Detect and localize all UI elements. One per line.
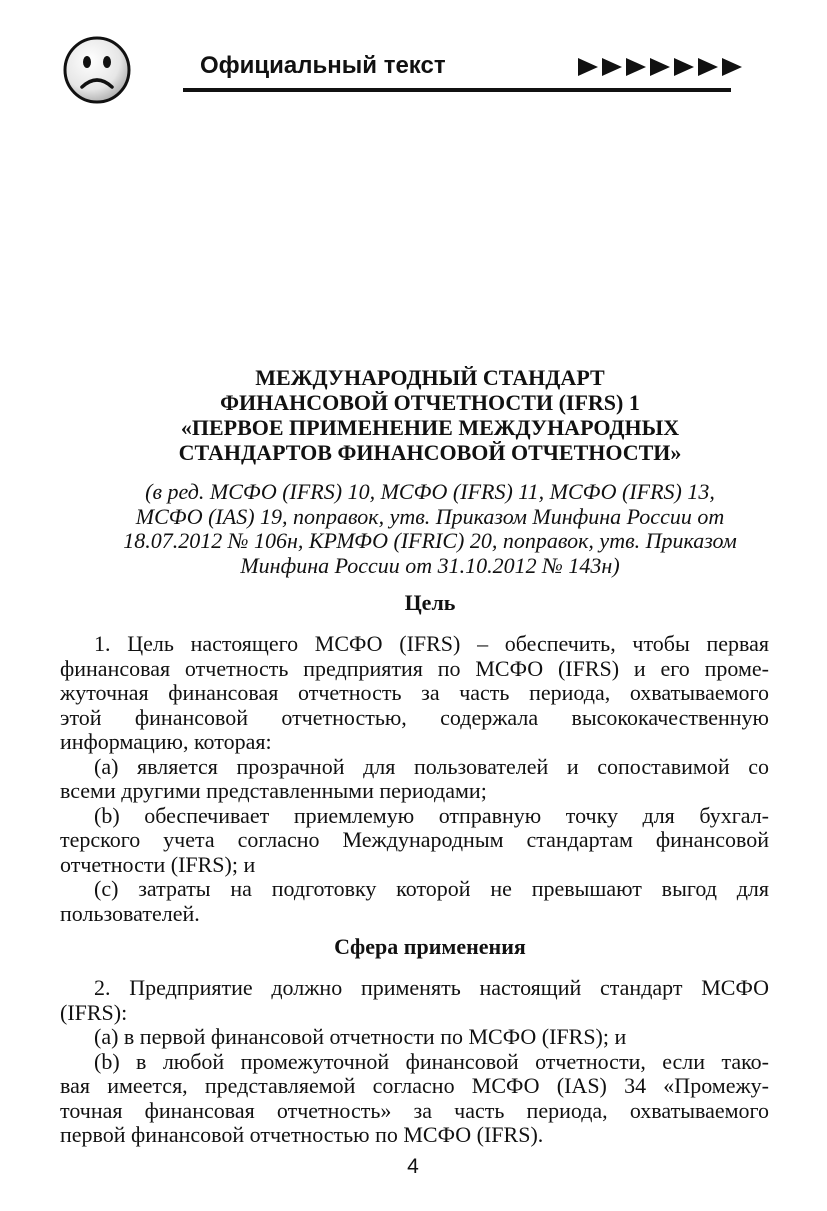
text-line: пользователей.	[60, 901, 200, 926]
text-line: (c) затраты на подготовку которой не превышают выгод для	[94, 877, 769, 901]
paragraph-goal	[60, 632, 769, 926]
text-line: этой финансовой отчетностью, содержала высококачественную	[60, 705, 769, 730]
title-line: «ПЕРВОЕ ПРИМЕНЕНИЕ МЕЖДУНАРОДНЫХ	[180, 415, 680, 440]
section-heading-scope: Сфера применения	[334, 934, 526, 959]
text-line: информацию, которая:	[60, 730, 272, 754]
text-line: (b) в любой промежуточной финансовой отчетности, если тако-	[94, 1049, 769, 1074]
amendment-line: МСФО (IAS) 19, поправок, утв. Приказом Минфина России от	[135, 503, 725, 529]
header-title: Официальный текст	[200, 52, 446, 79]
section-heading-goal: Цель	[404, 590, 456, 615]
header-divider	[183, 88, 731, 92]
text-line: терского учета согласно Международным стандартам финансовой	[60, 828, 769, 852]
text-line: 2. Предприятие должно применять настоящий стандарт МСФО	[94, 976, 769, 1000]
text-line: 1. Цель настоящего МСФО (IFRS) – обеспечить, чтобы первая	[94, 632, 769, 656]
sad-face-icon	[62, 35, 132, 105]
title-line: СТАНДАРТОВ ФИНАНСОВОЙ ОТЧЕТНОСТИ»	[178, 440, 682, 465]
text-line: вая имеется, представляемой согласно МСФО (IAS) 34 «Промежу-	[60, 1074, 769, 1098]
text-line: (a) является прозрачной для пользователей и сопоставимой со	[94, 754, 769, 779]
amendment-line: 18.07.2012 № 106н, КРМФО (IFRIC) 20, поправок, утв. Приказом	[123, 528, 737, 553]
text-line: точная финансовая отчетность» за часть периода, охватываемого	[60, 1098, 769, 1123]
amendment-line: (в ред. МСФО (IFRS) 10, МСФО (IFRS) 11, МСФО (IFRS) 13,	[145, 479, 715, 504]
amendments-note	[40, 480, 820, 578]
text-line: первой финансовой отчетностью по МСФО (IFRS).	[60, 1123, 544, 1147]
text-line: всеми другими представленными периодами;	[60, 779, 487, 803]
paragraph-scope	[60, 976, 769, 1148]
text-line: (a) в первой финансовой отчетности по МСФО (IFRS); и	[94, 1025, 627, 1049]
title-line: МЕЖДУНАРОДНЫЙ СТАНДАРТ	[255, 365, 605, 390]
text-line: финансовая отчетность предприятия по МСФО (IFRS) и его проме-	[60, 656, 769, 681]
text-line: отчетности (IFRS); и	[60, 852, 256, 877]
text-line: жуточная финансовая отчетность за часть периода, охватываемого	[60, 681, 769, 705]
text-line: (IFRS):	[60, 1000, 128, 1025]
document-title	[80, 365, 780, 465]
title-line: ФИНАНСОВОЙ ОТЧЕТНОСТИ (IFRS) 1	[220, 390, 640, 415]
text-line: (b) обеспечивает приемлемую отправную точку для бухгал-	[94, 803, 769, 828]
page-number: 4	[407, 1155, 419, 1178]
amendment-line: Минфина России от 31.10.2012 № 143н)	[240, 552, 620, 578]
triangle-arrows-icon	[578, 56, 744, 78]
